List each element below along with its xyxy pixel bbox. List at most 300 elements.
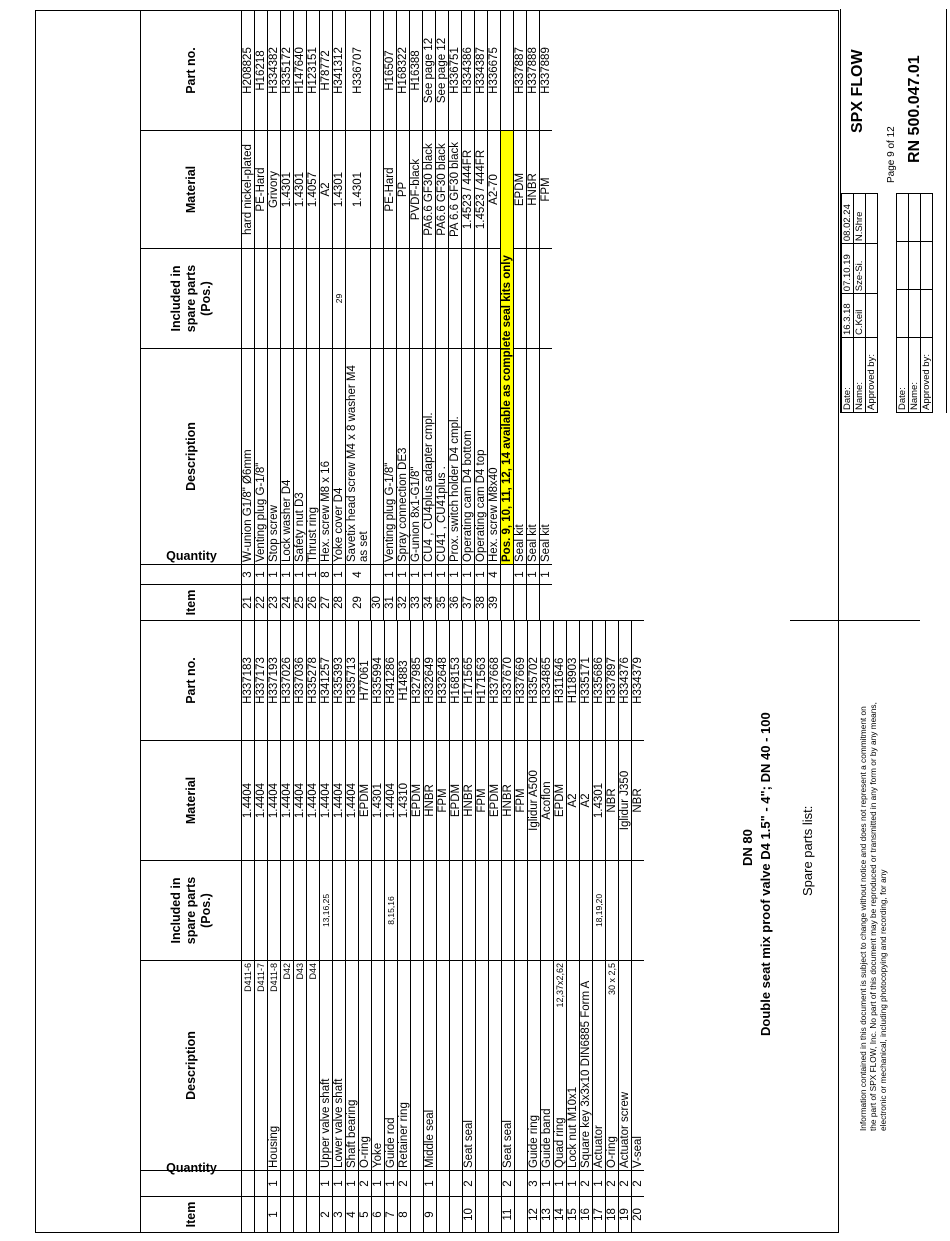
part-no-cell: H16218 xyxy=(255,11,268,131)
item-cell: 39 xyxy=(488,585,501,621)
header-description: Description xyxy=(141,961,242,1171)
part-no-cell: H14883 xyxy=(398,621,411,741)
note-row xyxy=(501,11,514,621)
item-cell: 20 xyxy=(632,1197,645,1233)
description-sub: D411-7 xyxy=(256,963,266,992)
quantity-cell: 3 xyxy=(242,565,255,585)
item-cell: 38 xyxy=(475,585,488,621)
material-cell: FPM xyxy=(515,741,528,861)
material-cell: A2 xyxy=(580,741,593,861)
part-no-cell: H341286 xyxy=(385,621,398,741)
material-cell: 1.4057 xyxy=(307,131,320,249)
part-no-cell: H16388 xyxy=(410,11,423,131)
table-row xyxy=(554,621,567,1233)
description-cell: Square key 3x3x10 DIN6885 Form A xyxy=(580,961,593,1171)
table-row xyxy=(502,621,515,1233)
table-row xyxy=(333,621,346,1233)
description-cell: Guide ring xyxy=(528,961,541,1171)
table-row xyxy=(424,621,437,1233)
item-cell: 26 xyxy=(307,585,320,621)
quantity-cell xyxy=(515,1171,528,1197)
quantity-cell xyxy=(371,565,384,585)
material-cell: 1.4404 xyxy=(281,741,294,861)
quantity-cell: 1 xyxy=(385,1171,398,1197)
revision-value xyxy=(909,290,921,338)
seal-kit-row xyxy=(540,11,553,621)
part-no-cell: H335994 xyxy=(372,621,385,741)
included-cell xyxy=(450,861,463,961)
part-no-cell: H118903 xyxy=(567,621,580,741)
description-cell: Shaft bearing xyxy=(346,961,359,1171)
part-no-cell: H337036 xyxy=(294,621,307,741)
part-no-cell: H336675 xyxy=(488,11,501,131)
description-cell: Seal kit xyxy=(514,349,527,565)
table-row xyxy=(346,11,371,621)
revision-table xyxy=(896,193,933,413)
quantity-cell: 4 xyxy=(346,565,371,585)
item-cell xyxy=(489,1197,502,1233)
description-cell xyxy=(411,961,424,1171)
seal-kit-row xyxy=(527,11,540,621)
included-cell xyxy=(255,861,268,961)
material-cell: FPM xyxy=(437,741,450,861)
quantity-cell: 2 xyxy=(632,1171,645,1197)
part-no-cell: See page 12 xyxy=(436,11,449,131)
included-cell xyxy=(540,249,553,349)
page-total: 12 xyxy=(886,126,897,138)
part-no-cell: H336707 xyxy=(346,11,371,131)
material-cell: HNBR xyxy=(527,131,540,249)
material-cell: EPDM xyxy=(514,131,527,249)
material-cell: NBR xyxy=(606,741,619,861)
header-description: Description xyxy=(141,349,242,565)
material-cell: EPDM xyxy=(450,741,463,861)
included-cell xyxy=(384,249,397,349)
description-cell: Operating cam D4 bottom xyxy=(462,349,475,565)
table-row xyxy=(436,11,449,621)
part-no-cell: H171565 xyxy=(463,621,476,741)
part-no-cell: H335278 xyxy=(307,621,320,741)
item-cell: 33 xyxy=(410,585,423,621)
quantity-cell xyxy=(450,1171,463,1197)
approval-table xyxy=(841,193,878,413)
material-cell: FPM xyxy=(540,131,553,249)
description-cell: Retainer ring xyxy=(398,961,411,1171)
item-cell: 24 xyxy=(281,585,294,621)
description-cell xyxy=(371,349,384,565)
description-cell: Stop screw xyxy=(268,349,281,565)
part-no-cell: H335713 xyxy=(346,621,359,741)
quantity-cell: 1 xyxy=(307,565,320,585)
description-cell: Actuator screw xyxy=(619,961,632,1171)
revision-value xyxy=(921,290,933,338)
table-row xyxy=(449,11,462,621)
material-cell: PE-Hard xyxy=(255,131,268,249)
quantity-cell: 4 xyxy=(488,565,501,585)
item-cell: 12 xyxy=(528,1197,541,1233)
item-cell: 14 xyxy=(554,1197,567,1233)
part-no-cell: H337026 xyxy=(281,621,294,741)
included-cell xyxy=(424,861,437,961)
part-no-cell: H337889 xyxy=(540,11,553,131)
quantity-cell: 2 xyxy=(359,1171,372,1197)
revision-label: Approved by: xyxy=(921,338,933,413)
table-row xyxy=(281,621,294,1233)
included-cell xyxy=(281,249,294,349)
quantity-cell: 1 xyxy=(281,565,294,585)
description-cell: Hex. screw M8 x 16 xyxy=(320,349,333,565)
table-row xyxy=(294,11,307,621)
table-row xyxy=(450,621,463,1233)
item-cell: 34 xyxy=(423,585,436,621)
description-cell xyxy=(489,961,502,1171)
description-cell: Venting plug G-1/8" xyxy=(384,349,397,565)
page-info xyxy=(886,126,897,183)
description-cell: CU41 , CU41plus . xyxy=(436,349,449,565)
header-included: Included in spare parts (Pos.) xyxy=(141,861,242,961)
quantity-cell: 2 xyxy=(580,1171,593,1197)
item-cell: 16 xyxy=(580,1197,593,1233)
material-cell: Iglidur J350 xyxy=(619,741,632,861)
approval-value: 07.10.19 xyxy=(842,244,854,294)
description-cell xyxy=(437,961,450,1171)
material-cell: 1.4301 xyxy=(281,131,294,249)
quantity-cell: 2 xyxy=(619,1171,632,1197)
description-cell: Actuator xyxy=(593,961,606,1171)
quantity-cell xyxy=(501,565,514,585)
description-cell xyxy=(476,961,489,1171)
material-cell: 1.4404 xyxy=(385,741,398,861)
table-row xyxy=(606,621,619,1233)
quantity-cell: 2 xyxy=(606,1171,619,1197)
included-cell xyxy=(475,249,488,349)
item-cell: 30 xyxy=(371,585,384,621)
quantity-cell xyxy=(294,1171,307,1197)
material-cell: EPDM xyxy=(489,741,502,861)
part-no-cell: H335393 xyxy=(333,621,346,741)
quantity-cell xyxy=(307,1171,320,1197)
quantity-cell: 2 xyxy=(502,1171,515,1197)
quantity-cell: 1 xyxy=(462,565,475,585)
approval-value: Sze-Si. xyxy=(854,244,866,294)
description-cell: Lower valve shaft xyxy=(333,961,346,1171)
included-cell xyxy=(632,861,645,961)
material-cell: 1.4301 xyxy=(593,741,606,861)
revision-value xyxy=(897,290,909,338)
company-name: SPX FLOW xyxy=(849,49,866,133)
included-cell xyxy=(527,249,540,349)
part-no-cell: H311646 xyxy=(554,621,567,741)
included-cell xyxy=(541,861,554,961)
quantity-cell: 1 xyxy=(541,1171,554,1197)
revision-row xyxy=(909,194,921,413)
included-cell xyxy=(436,249,449,349)
quantity-cell: 1 xyxy=(436,565,449,585)
included-cell xyxy=(514,249,527,349)
table-row xyxy=(593,621,606,1233)
material-cell: PP xyxy=(397,131,410,249)
included-cell: 29 xyxy=(333,249,346,349)
material-cell: 1.4301 xyxy=(333,131,346,249)
description-cell: Yoke xyxy=(372,961,385,1171)
material-cell: HNBR xyxy=(463,741,476,861)
included-cell xyxy=(580,861,593,961)
material-cell: HNBR xyxy=(502,741,515,861)
seal-kit-row xyxy=(514,11,527,621)
item-cell: 21 xyxy=(242,585,255,621)
revision-row xyxy=(921,194,933,413)
part-no-cell: H327985 xyxy=(411,621,424,741)
material-cell: EPDM xyxy=(359,741,372,861)
table-row xyxy=(397,11,410,621)
description-cell: Seal kit xyxy=(540,349,553,565)
material-cell: 1.4404 xyxy=(320,741,333,861)
table-row xyxy=(242,11,255,621)
item-cell xyxy=(307,1197,320,1233)
spare-parts-label: Spare parts list: xyxy=(800,805,815,896)
table-row xyxy=(255,621,268,1233)
table-row xyxy=(268,621,281,1233)
quantity-cell xyxy=(476,1171,489,1197)
quantity-cell: 1 xyxy=(333,1171,346,1197)
item-cell xyxy=(242,1197,255,1233)
part-no-cell: H334376 xyxy=(619,621,632,741)
quantity-cell: 1 xyxy=(527,565,540,585)
item-cell: 10 xyxy=(463,1197,476,1233)
part-no-cell: See page 12 xyxy=(423,11,436,131)
item-cell xyxy=(281,1197,294,1233)
material-cell: 1.4523 / 444FR xyxy=(475,131,488,249)
included-cell xyxy=(242,249,255,349)
item-cell: 28 xyxy=(333,585,346,621)
table-row xyxy=(384,11,397,621)
item-cell: 4 xyxy=(346,1197,359,1233)
material-cell: FPM xyxy=(476,741,489,861)
parts-table-left xyxy=(140,620,644,1233)
table-row xyxy=(476,621,489,1233)
quantity-cell xyxy=(281,1171,294,1197)
document-subtitle: DN 80 xyxy=(740,829,755,866)
table-row xyxy=(398,621,411,1233)
table-row xyxy=(333,11,346,621)
item-cell xyxy=(527,585,540,621)
included-cell xyxy=(371,249,384,349)
header-part-no: Part no. xyxy=(141,621,242,741)
table-row xyxy=(320,621,333,1233)
table-row xyxy=(437,621,450,1233)
description-cell xyxy=(450,961,463,1171)
material-cell: PE-Hard xyxy=(384,131,397,249)
material-cell: 1.4404 xyxy=(268,741,281,861)
description-cell: Yoke cover D4 xyxy=(333,349,346,565)
material-cell: Acoflon xyxy=(541,741,554,861)
approval-row xyxy=(866,194,878,413)
part-no-cell: H337888 xyxy=(527,11,540,131)
part-no-cell: H337193 xyxy=(268,621,281,741)
item-cell: 22 xyxy=(255,585,268,621)
part-no-cell: H77061 xyxy=(359,621,372,741)
table-row xyxy=(371,11,384,621)
item-cell xyxy=(294,1197,307,1233)
part-no-cell: H337173 xyxy=(255,621,268,741)
part-no-cell xyxy=(371,11,384,131)
of-label: of xyxy=(886,137,897,149)
table-row xyxy=(423,11,436,621)
material-cell: 1.4301 xyxy=(346,131,371,249)
included-cell xyxy=(294,861,307,961)
included-cell xyxy=(333,861,346,961)
table-row xyxy=(488,11,501,621)
description-cell xyxy=(281,961,294,1171)
item-cell: 29 xyxy=(346,585,371,621)
header-item: Item xyxy=(141,1197,242,1233)
part-no-cell: H335171 xyxy=(580,621,593,741)
part-no-cell: H337669 xyxy=(515,621,528,741)
included-cell xyxy=(346,249,371,349)
material-cell: EPDM xyxy=(411,741,424,861)
description-cell: Operating cam D4 top xyxy=(475,349,488,565)
approval-value xyxy=(866,244,878,294)
item-cell xyxy=(501,585,514,621)
table-row xyxy=(410,11,423,621)
description-sub: D411-6 xyxy=(243,963,253,992)
material-cell: 1.4404 xyxy=(333,741,346,861)
item-cell xyxy=(515,1197,528,1233)
approval-row xyxy=(854,194,866,413)
material-cell: A2 xyxy=(567,741,580,861)
description-cell: Lock nut M10x1 xyxy=(567,961,580,1171)
part-no-cell: H335702 xyxy=(528,621,541,741)
description-cell: Venting plug G-1/8" xyxy=(255,349,268,565)
included-cell xyxy=(567,861,580,961)
table-row xyxy=(462,11,475,621)
included-cell xyxy=(463,861,476,961)
quantity-cell: 1 xyxy=(268,565,281,585)
item-cell: 18 xyxy=(606,1197,619,1233)
quantity-cell xyxy=(255,1171,268,1197)
description-cell: O-ring 30 x 2,5 xyxy=(606,961,619,1171)
description-cell: Seal kit xyxy=(527,349,540,565)
part-no-cell: H335686 xyxy=(593,621,606,741)
included-cell xyxy=(242,861,255,961)
table-row xyxy=(320,11,333,621)
part-no-cell: H334386 xyxy=(462,11,475,131)
included-cell xyxy=(359,861,372,961)
included-cell xyxy=(619,861,632,961)
approval-value xyxy=(866,194,878,244)
revision-label: Date: xyxy=(897,338,909,413)
description-sub: 30 x 2,5 xyxy=(607,963,617,996)
approval-value: 08.02.24 xyxy=(842,194,854,244)
included-cell xyxy=(488,249,501,349)
item-cell: 17 xyxy=(593,1197,606,1233)
material-cell: HNBR xyxy=(424,741,437,861)
quantity-cell xyxy=(489,1171,502,1197)
included-cell xyxy=(294,249,307,349)
approval-row xyxy=(842,194,854,413)
item-cell xyxy=(255,1197,268,1233)
material-cell: NBR xyxy=(632,741,645,861)
quantity-cell: 3 xyxy=(528,1171,541,1197)
quantity-cell: 1 xyxy=(449,565,462,585)
page-number: 9 xyxy=(886,148,897,157)
approval-label: Name: xyxy=(854,338,866,413)
approval-value xyxy=(866,294,878,338)
included-cell xyxy=(554,861,567,961)
included-cell xyxy=(411,861,424,961)
quantity-cell: 1 xyxy=(320,1171,333,1197)
quantity-cell: 1 xyxy=(567,1171,580,1197)
approval-label: Approved by: xyxy=(866,338,878,413)
included-cell xyxy=(307,249,320,349)
item-cell: 9 xyxy=(424,1197,437,1233)
description-cell: Middle seal xyxy=(424,961,437,1171)
table-row xyxy=(463,621,476,1233)
item-cell xyxy=(411,1197,424,1233)
approval-value: 16.3.18 xyxy=(842,294,854,338)
description-cell xyxy=(515,961,528,1171)
quantity-cell: 1 xyxy=(593,1171,606,1197)
description-cell: Guide band xyxy=(541,961,554,1171)
disclaimer-text: Information contained in this document is subject to change without notice and does not represent a commitment on the part of SPX FLOW, Inc. No part of this document may be reproduced or transmitted in any form or by any means, electronic or mechanical, including photocopying and recording, for any xyxy=(858,702,888,1131)
description-sub: D42 xyxy=(282,963,292,980)
part-no-cell: H337668 xyxy=(489,621,502,741)
included-cell xyxy=(437,861,450,961)
included-cell xyxy=(320,249,333,349)
part-no-cell: H332649 xyxy=(424,621,437,741)
document-number: RN 500.047.01 xyxy=(906,55,923,163)
item-cell: 6 xyxy=(372,1197,385,1233)
header-included: Included in spare parts (Pos.) xyxy=(141,249,242,349)
table-row xyxy=(359,621,372,1233)
description-cell: Savetix head screw M4 x 8 washer M4 as set xyxy=(346,349,371,565)
part-no-cell xyxy=(501,11,514,131)
description-cell: Hex. screw M8x40 xyxy=(488,349,501,565)
header-item: Item xyxy=(141,585,242,621)
included-cell xyxy=(268,249,281,349)
quantity-cell: 1 xyxy=(294,565,307,585)
item-cell: 15 xyxy=(567,1197,580,1233)
approval-value: C.Keil xyxy=(854,294,866,338)
quantity-cell: 8 xyxy=(320,565,333,585)
included-cell xyxy=(346,861,359,961)
quantity-cell: 2 xyxy=(398,1171,411,1197)
part-no-cell: H123151 xyxy=(307,11,320,131)
item-cell: 23 xyxy=(268,585,281,621)
item-cell: 5 xyxy=(359,1197,372,1233)
included-cell xyxy=(502,861,515,961)
title-block xyxy=(840,9,947,413)
part-no-cell: H341257 xyxy=(320,621,333,741)
description-cell: Safety nut D3 xyxy=(294,349,307,565)
quantity-cell: 1 xyxy=(333,565,346,585)
item-cell: 19 xyxy=(619,1197,632,1233)
quantity-cell: 1 xyxy=(540,565,553,585)
table-row xyxy=(307,621,320,1233)
material-cell: 1.4404 xyxy=(346,741,359,861)
description-cell xyxy=(242,961,255,1171)
material-cell: 1.4404 xyxy=(255,741,268,861)
part-no-cell: H341312 xyxy=(333,11,346,131)
description-cell: Guide rod xyxy=(385,961,398,1171)
quantity-cell xyxy=(437,1171,450,1197)
part-no-cell: H147640 xyxy=(294,11,307,131)
item-cell xyxy=(450,1197,463,1233)
quantity-cell: 1 xyxy=(255,565,268,585)
description-sub: 12,37x2,62 xyxy=(555,963,565,1008)
quantity-cell: 1 xyxy=(346,1171,359,1197)
parts-table-right xyxy=(140,10,552,621)
